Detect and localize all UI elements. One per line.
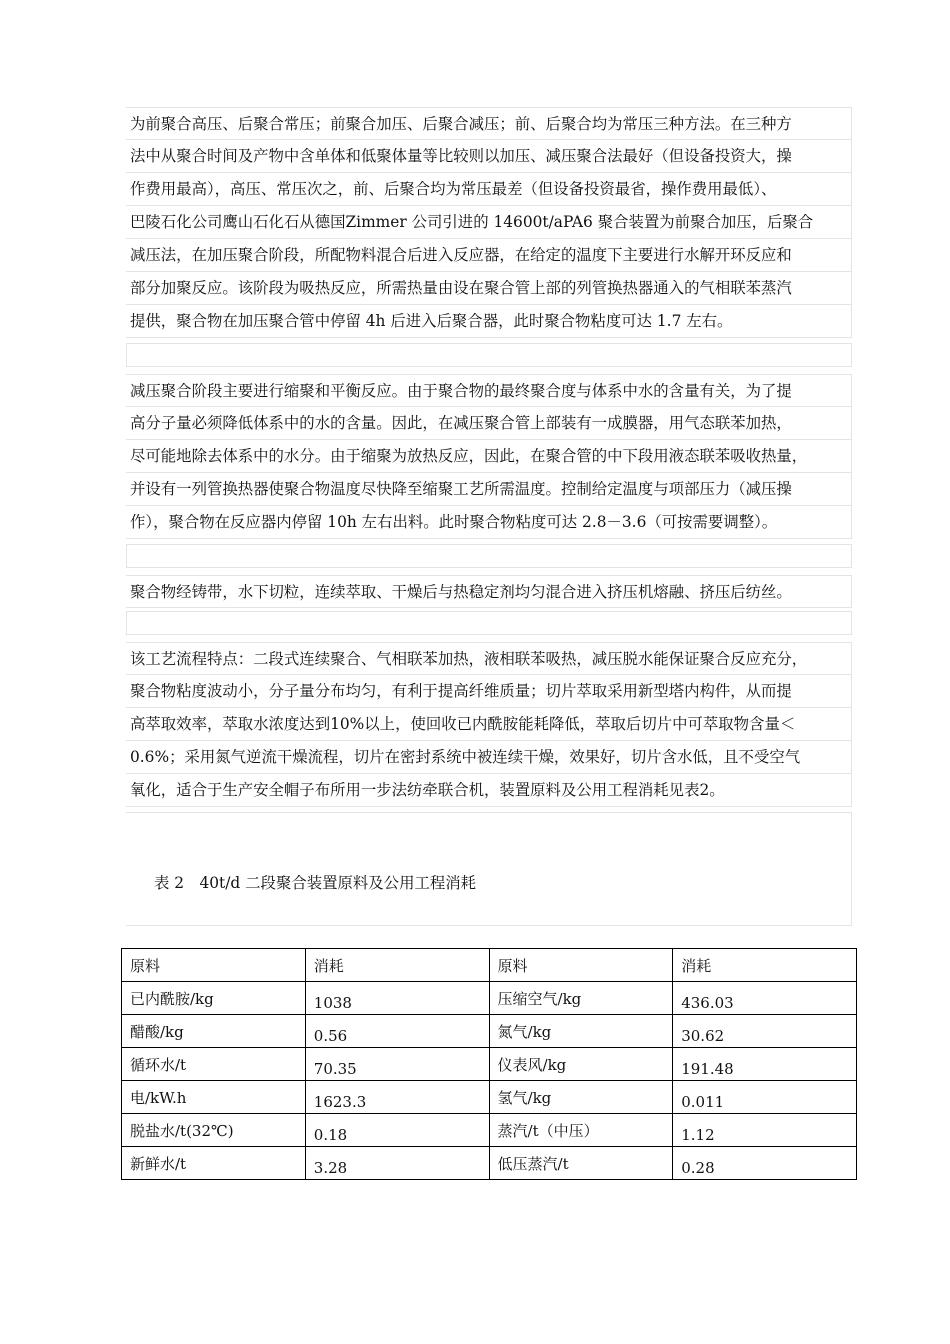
consumption-cell: 30.62 [673, 1015, 857, 1048]
blank-row [126, 611, 852, 635]
header-cell: 原料 [489, 949, 673, 982]
table-row [122, 1015, 857, 1048]
text-line: 减压聚合阶段主要进行缩聚和平衡反应。由于聚合物的最终聚合度与体系中水的含量有关，为了提 [126, 374, 852, 407]
material-cell: 已内酰胺/kg [122, 982, 306, 1015]
blank-row [126, 544, 852, 568]
material-cell: 醋酸/kg [122, 1015, 306, 1048]
material-cell: 氢气/kg [489, 1081, 673, 1114]
text-line: 作），聚合物在反应器内停留 10h 左右出料。此时聚合物粘度可达 2.8－3.6（可按需要调整）。 [126, 506, 852, 539]
text-line: 为前聚合高压、后聚合常压；前聚合加压、后聚合减压；前、后聚合均为常压三种方法。在三种方 [126, 107, 852, 140]
blank-row [126, 343, 852, 367]
consumption-cell: 1038 [305, 982, 489, 1015]
material-cell: 脱盐水/t(32℃) [122, 1114, 306, 1147]
consumption-cell: 0.28 [673, 1147, 857, 1180]
consumption-cell: 3.28 [305, 1147, 489, 1180]
consumption-table [121, 948, 857, 1180]
material-cell: 低压蒸汽/t [489, 1147, 673, 1180]
material-cell: 蒸汽/t（中压） [489, 1114, 673, 1147]
caption-area [126, 812, 852, 926]
material-cell: 电/kW.h [122, 1081, 306, 1114]
table-row [122, 1147, 857, 1180]
consumption-cell: 0.18 [305, 1114, 489, 1147]
consumption-cell: 1.12 [673, 1114, 857, 1147]
table-row [122, 1081, 857, 1114]
header-cell: 原料 [122, 949, 306, 982]
text-line: 尽可能地除去体系中的水分。由于缩聚为放热反应，因此，在聚合管的中下段用液态联苯吸收热量， [126, 440, 852, 473]
table-header-row [122, 949, 857, 982]
paragraph-spinning [126, 575, 852, 608]
text-line: 氧化，适合于生产安全帽子布所用一步法纺牵联合机，装置原料及公用工程消耗见表2。 [126, 774, 852, 807]
material-cell: 循环水/t [122, 1048, 306, 1081]
paragraph-vacuum-stage [126, 374, 852, 539]
table-caption: 表 2 40t/d 二段聚合装置原料及公用工程消耗 [154, 874, 477, 892]
text-line: 巴陵石化公司鹰山石化石从德国Zimmer 公司引进的 14600t/aPA6 聚合装置为前聚合加压，后聚合 [126, 206, 852, 239]
header-cell: 消耗 [673, 949, 857, 982]
text-line: 作费用最高），高压、常压次之，前、后聚合均为常压最差（但设备投资最省，操作费用最低）、 [126, 173, 852, 206]
table-row [122, 982, 857, 1015]
text-line: 并设有一列管换热器使聚合物温度尽快降至缩聚工艺所需温度。控制给定温度与项部压力（减压操 [126, 473, 852, 506]
text-line: 聚合物经铸带，水下切粒，连续萃取、干燥后与热稳定剂均匀混合进入挤压机熔融、挤压后纺丝。 [126, 575, 852, 608]
text-line: 高分子量必须降低体系中的水的含量。因此，在减压聚合管上部装有一成膜器，用气态联苯加热， [126, 407, 852, 440]
text-line: 提供，聚合物在加压聚合管中停留 4h 后进入后聚合器，此时聚合物粘度可达 1.7 左右。 [126, 305, 852, 338]
consumption-cell: 0.011 [673, 1081, 857, 1114]
material-cell: 仪表风/kg [489, 1048, 673, 1081]
header-cell: 消耗 [305, 949, 489, 982]
text-line: 减压法，在加压聚合阶段，所配物料混合后进入反应器，在给定的温度下主要进行水解开环反应和 [126, 239, 852, 272]
consumption-cell: 70.35 [305, 1048, 489, 1081]
consumption-cell: 191.48 [673, 1048, 857, 1081]
text-line: 部分加聚反应。该阶段为吸热反应，所需热量由设在聚合管上部的列管换热器通入的气相联苯蒸汽 [126, 272, 852, 305]
text-line: 该工艺流程特点：二段式连续聚合、气相联苯加热，液相联苯吸热，减压脱水能保证聚合反应充分， [126, 642, 852, 675]
material-cell: 压缩空气/kg [489, 982, 673, 1015]
text-line: 聚合物粘度波动小，分子量分布均匀，有利于提高纤维质量；切片萃取采用新型塔内构件，从而提 [126, 675, 852, 708]
consumption-cell: 436.03 [673, 982, 857, 1015]
paragraph-process-features [126, 642, 852, 807]
text-line: 高萃取效率，萃取水浓度达到10%以上，使回收已内酰胺能耗降低，萃取后切片中可萃取物含量＜ [126, 708, 852, 741]
table-row [122, 1114, 857, 1147]
text-line: 0.6%；采用氮气逆流干燥流程，切片在密封系统中被连续干燥，效果好，切片含水低，且不受空气 [126, 741, 852, 774]
material-cell: 氮气/kg [489, 1015, 673, 1048]
consumption-cell: 1623.3 [305, 1081, 489, 1114]
paragraph-polymerization-methods [126, 107, 852, 338]
material-cell: 新鲜水/t [122, 1147, 306, 1180]
text-line: 法中从聚合时间及产物中含单体和低聚体量等比较则以加压、减压聚合法最好（但设备投资大，操 [126, 140, 852, 173]
consumption-cell: 0.56 [305, 1015, 489, 1048]
table-row [122, 1048, 857, 1081]
